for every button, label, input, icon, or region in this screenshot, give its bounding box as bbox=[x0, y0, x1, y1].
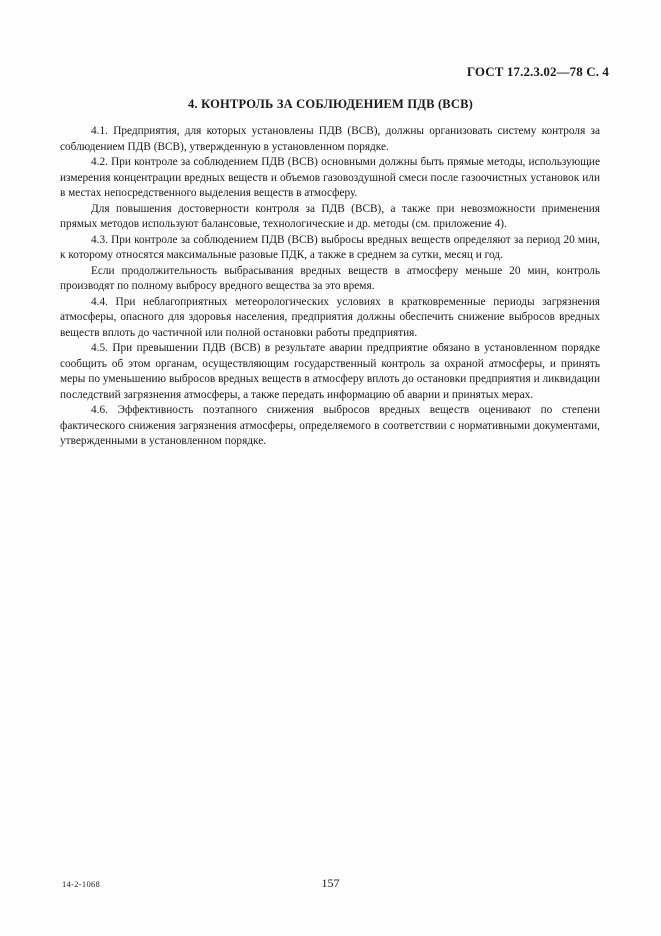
section-title: 4. КОНТРОЛЬ ЗА СОБЛЮДЕНИЕМ ПДВ (ВСВ) bbox=[188, 97, 473, 111]
paragraph-4-2-continued: Для повышения достоверности контроля за ПДВ (ВСВ), а также при невозможности применения прямых методов используют балансовые, технологические и др. методы (см. приложение 4). bbox=[60, 202, 600, 230]
paragraph-4-2: 4.2. При контроле за соблюдением ПДВ (ВСВ) основными должны быть прямые методы, использующие измерения концентрации вредных веществ и объемов газовоздушной смеси после газоочистных установок или в местах непосредственного выделения веществ в атмосферу. bbox=[60, 156, 600, 199]
standard-reference: ГОСТ 17.2.3.02—78 С. 4 bbox=[466, 64, 609, 79]
paragraph-4-6: 4.6. Эффективность поэтапного снижения выбросов вредных веществ оценивают по степени фактического снижения загрязнения атмосферы, определяемого в соответствии с нормативными документами, утвержденными в установленном порядке. bbox=[60, 404, 600, 447]
paragraph-4-3: 4.3. При контроле за соблюдением ПДВ (ВСВ) выбросы вредных веществ определяют за период 20 мин, к которому относятся максимальные разовые ПДК, а также в среднем за сутки, месяц и год. bbox=[60, 233, 600, 261]
page-number: 157 bbox=[321, 876, 340, 890]
paragraph-4-1: 4.1. Предприятия, для которых установлены ПДВ (ВСВ), должны организовать систему контроля за соблюдением ПДВ (ВСВ), утвержденную в установленном порядке. bbox=[60, 125, 600, 153]
paragraph-4-3-continued: Если продолжительность выбрасывания вредных веществ в атмосферу меньше 20 мин, контроль производят по полному выбросу вредного вещества за это время. bbox=[60, 264, 600, 292]
section-body bbox=[60, 124, 600, 450]
paragraph-4-4: 4.4. При неблагоприятных метеорологических условиях в кратковременные периоды загрязнения атмосферы, опасного для здоровья населения, предприятия должны обеспечить снижение выбросов вредных веществ вплоть до частичной или полной остановки работы предприятия. bbox=[60, 295, 600, 339]
print-code: 14-2-1068 bbox=[62, 879, 101, 889]
paragraph-4-5: 4.5. При превышении ПДВ (ВСВ) в результате аварии предприятие обязано в установленном порядке сообщить об этом органам, осуществляющим государственный контроль за охраной атмосферы, и принять меры по уменьшению выбросов вредных веществ в атмосферу вплоть до остановки предприятия и ликвидации последствий загрязнения атмосферы, а также передать информацию об аварии и принятых мерах. bbox=[60, 342, 600, 401]
